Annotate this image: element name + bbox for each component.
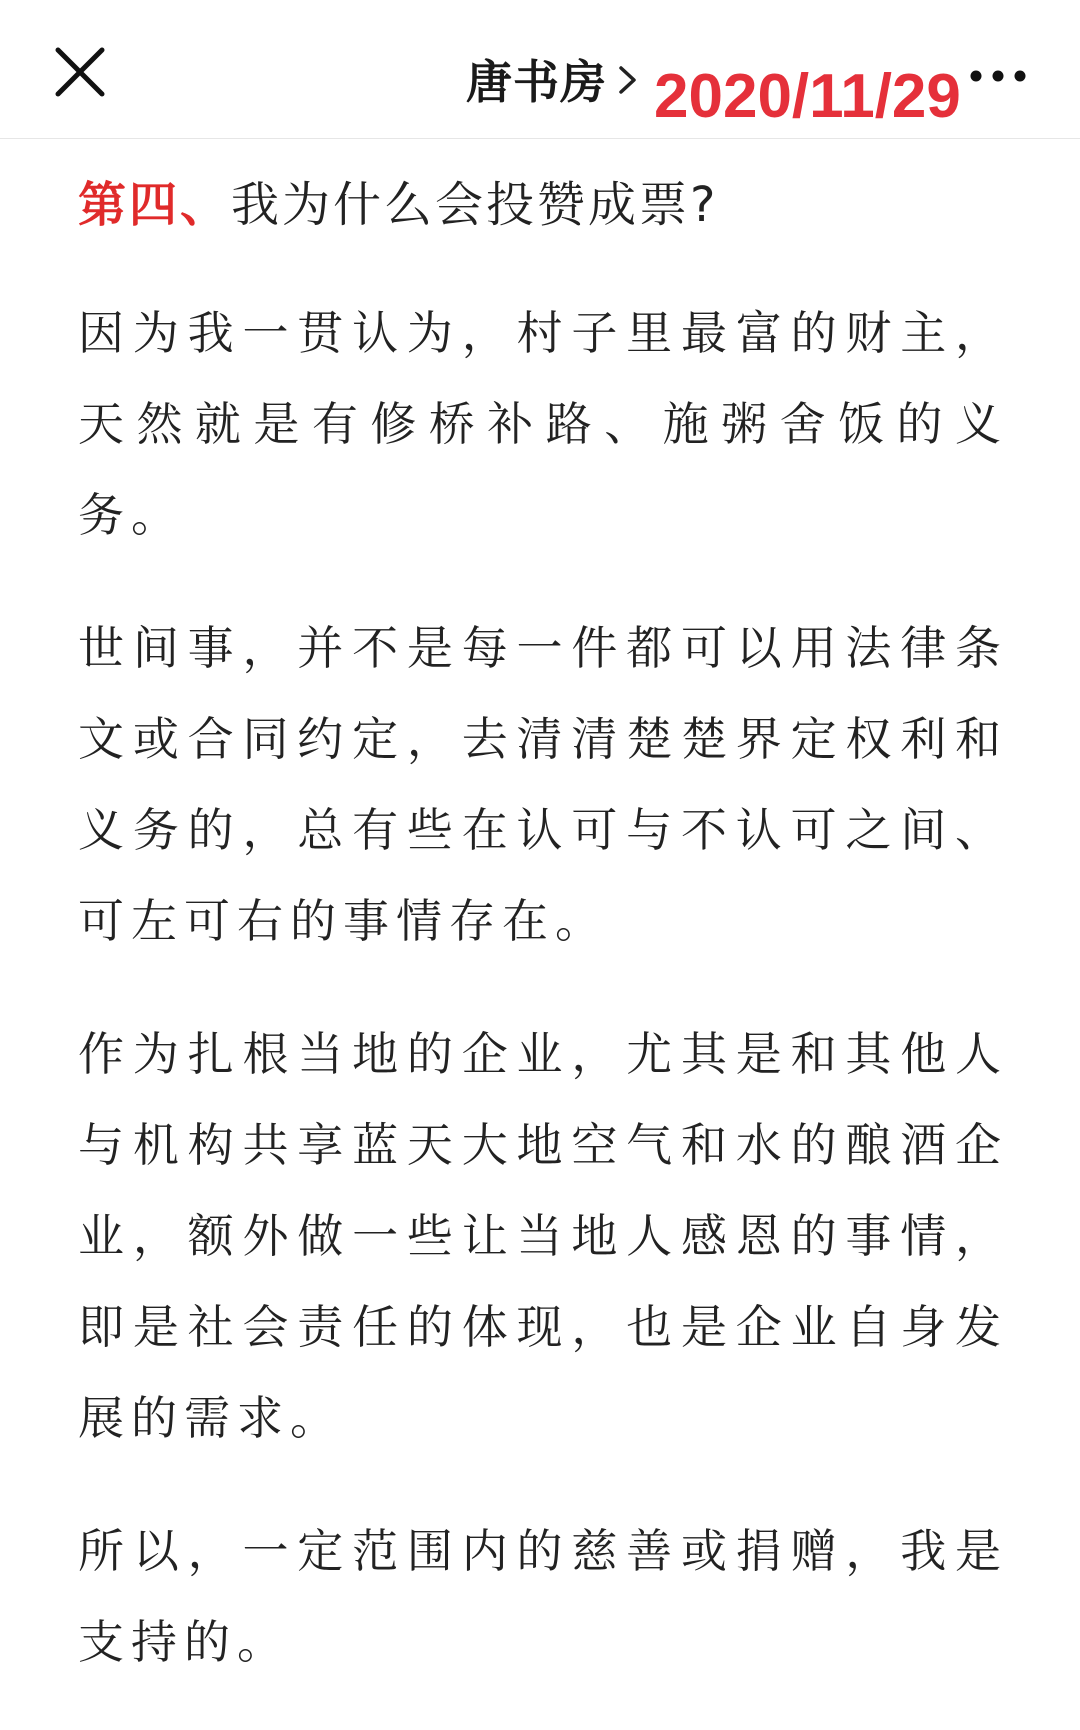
chevron-right-icon <box>615 60 641 100</box>
close-button[interactable] <box>50 42 110 102</box>
paragraph: 作为扎根当地的企业，尤其是和其他人与机构共享蓝天大地空气和水的酿酒企业，额外做一些让当地人感恩的事情，即是社会责任的体现，也是企业自身发展的需求。 <box>78 1027 1008 1445</box>
date-stamp: 2020/11/29 <box>654 62 961 131</box>
account-title-link[interactable] <box>466 44 641 114</box>
article-body <box>78 170 1008 1730</box>
more-button[interactable] <box>966 62 1030 90</box>
paragraph: 因为我一贯认为，村子里最富的财主，天然就是有修桥补路、施粥舍饭的义务。 <box>78 306 1008 542</box>
top-bar <box>0 0 1080 139</box>
paragraph: 世间事，并不是每一件都可以用法律条文或合同约定，去清清楚楚界定权利和义务的，总有些在认可与不认可之间、可左可右的事情存在。 <box>78 621 1008 948</box>
paragraph: 所以，一定范围内的慈善或捐赠，我是支持的。 <box>78 1524 1008 1669</box>
section-heading-number: 第四、 <box>78 177 232 233</box>
section-heading-text: 我为什么会投赞成票? <box>231 177 719 233</box>
more-horizontal-icon <box>966 62 1030 90</box>
section-heading <box>78 170 1008 240</box>
account-title: 唐书房 <box>466 55 607 109</box>
close-icon <box>50 42 110 102</box>
